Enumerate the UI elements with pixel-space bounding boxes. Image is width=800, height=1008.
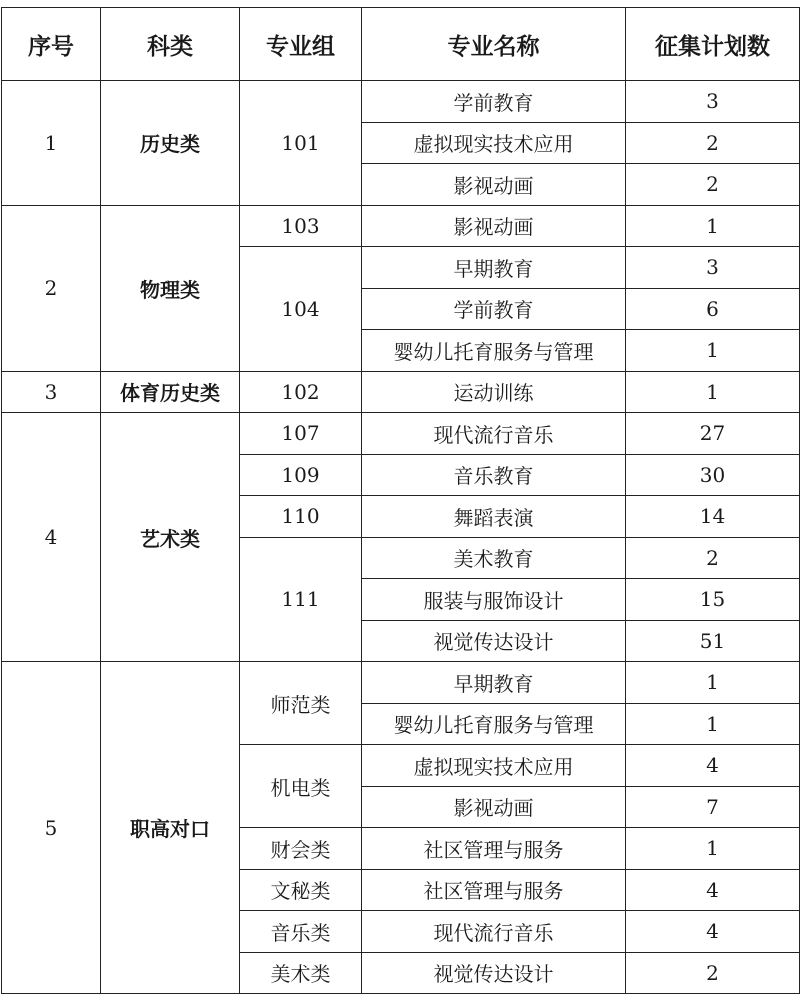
major-name: 社区管理与服务 [362,828,626,870]
major-group-code: 机电类 [240,745,362,828]
major-group-code: 美术类 [240,952,362,994]
plan-count: 2 [626,952,800,994]
major-group-code: 音乐类 [240,911,362,953]
group-index: 3 [2,371,101,413]
plan-count: 6 [626,288,800,330]
major-name: 舞蹈表演 [362,496,626,538]
group-category: 历史类 [101,81,240,206]
table-row [2,205,800,247]
plan-count: 27 [626,413,800,455]
major-name: 服装与服饰设计 [362,579,626,621]
major-name: 婴幼儿托育服务与管理 [362,330,626,372]
major-group-code: 财会类 [240,828,362,870]
plan-count: 1 [626,371,800,413]
group-category: 物理类 [101,205,240,371]
plan-count: 1 [626,662,800,704]
enrollment-plan-table [1,7,800,994]
major-name: 婴幼儿托育服务与管理 [362,703,626,745]
major-name: 音乐教育 [362,454,626,496]
plan-count: 51 [626,620,800,662]
plan-count: 15 [626,579,800,621]
plan-count: 1 [626,330,800,372]
header-plan-count: 征集计划数 [626,8,800,81]
plan-count: 1 [626,828,800,870]
major-name: 学前教育 [362,288,626,330]
header-major-group: 专业组 [240,8,362,81]
header-major-name: 专业名称 [362,8,626,81]
plan-count: 2 [626,122,800,164]
major-name: 虚拟现实技术应用 [362,122,626,164]
group-index: 2 [2,205,101,371]
table-row [2,81,800,123]
major-group-code: 102 [240,371,362,413]
major-name: 影视动画 [362,164,626,206]
major-name: 影视动画 [362,205,626,247]
major-group-code: 111 [240,537,362,662]
plan-count: 2 [626,537,800,579]
table-row [2,413,800,455]
major-name: 运动训练 [362,371,626,413]
major-group-code: 104 [240,247,362,372]
plan-count: 1 [626,205,800,247]
table-row [2,371,800,413]
major-group-code: 103 [240,205,362,247]
group-category: 艺术类 [101,413,240,662]
major-group-code: 109 [240,454,362,496]
major-group-code: 101 [240,81,362,206]
major-name: 早期教育 [362,662,626,704]
group-index: 5 [2,662,101,994]
table-row [2,662,800,704]
major-name: 现代流行音乐 [362,413,626,455]
group-category: 职高对口 [101,662,240,994]
major-name: 社区管理与服务 [362,869,626,911]
major-group-code: 师范类 [240,662,362,745]
header-row [2,8,800,81]
plan-count: 14 [626,496,800,538]
major-name: 早期教育 [362,247,626,289]
plan-count: 4 [626,869,800,911]
plan-count: 4 [626,745,800,787]
plan-count: 3 [626,81,800,123]
group-index: 4 [2,413,101,662]
major-name: 视觉传达设计 [362,952,626,994]
major-group-code: 107 [240,413,362,455]
group-index: 1 [2,81,101,206]
plan-count: 1 [626,703,800,745]
header-category: 科类 [101,8,240,81]
major-name: 美术教育 [362,537,626,579]
header-index: 序号 [2,8,101,81]
major-group-code: 文秘类 [240,869,362,911]
plan-count: 2 [626,164,800,206]
plan-count: 7 [626,786,800,828]
major-group-code: 110 [240,496,362,538]
major-name: 影视动画 [362,786,626,828]
plan-count: 3 [626,247,800,289]
major-name: 学前教育 [362,81,626,123]
group-category: 体育历史类 [101,371,240,413]
plan-count: 30 [626,454,800,496]
major-name: 现代流行音乐 [362,911,626,953]
enrollment-plan-table-container [1,7,800,994]
plan-count: 4 [626,911,800,953]
major-name: 视觉传达设计 [362,620,626,662]
major-name: 虚拟现实技术应用 [362,745,626,787]
